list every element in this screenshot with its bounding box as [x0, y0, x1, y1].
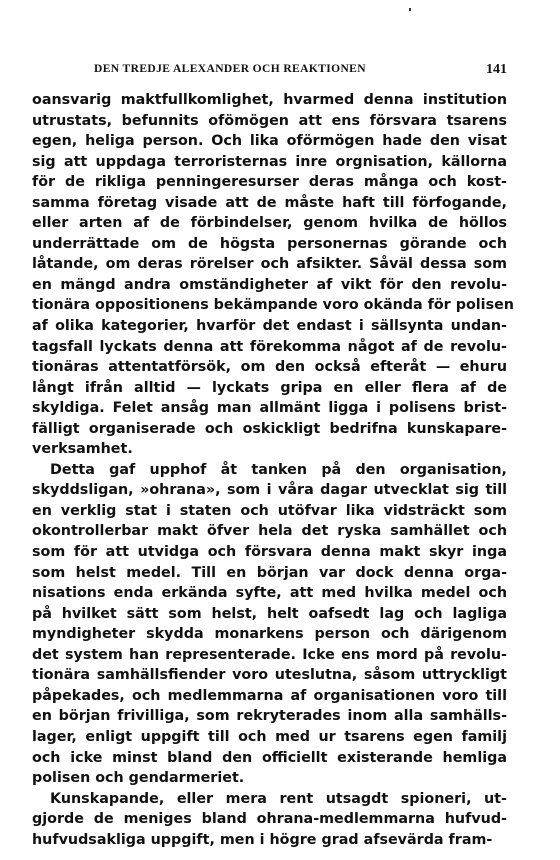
text-line: påpekades, och medlemmarna af organisationen voro till: [32, 687, 507, 704]
paragraph: [32, 789, 507, 851]
text-line: eller arten af de förbindelser, genom hvilka de höllos: [32, 215, 507, 232]
text-line: en verklig stat i staten och utöfvar lika vidsträckt som: [32, 502, 507, 519]
text-line: samma företag visade att de måste haft till förfogande,: [32, 194, 507, 211]
text-line: nisations enda erkända syfte, att med hvilka medel och: [32, 585, 507, 602]
paragraph: [32, 90, 514, 460]
text-line: utrustats, befunnits ofömögen att ens försvara tsarens: [32, 112, 507, 129]
text-line: oansvarig maktfullkomlighet, hvarmed denna institution: [32, 92, 507, 108]
text-line: för de rikliga penningeresurser deras många och kost-: [32, 174, 507, 191]
text-line: som helst medel. Till en början var dock denna orga-: [32, 564, 507, 581]
text-line: sig att uppdaga terroristernas inre orgnisation, källorna: [32, 153, 507, 170]
text-line: skyldiga. Felet ansåg man allmänt ligga i polisens brist-: [32, 400, 507, 417]
text-line: tagsfall lyckats denna att förekomma något af de revolu-: [32, 338, 507, 355]
text-line: fälligt organiserade och oskickligt bedrifna kunskapare-: [32, 420, 507, 437]
text-line: gjorde de meniges bland ohrana-medlemmarna hufvud-: [32, 811, 507, 828]
stray-ink-mark: [409, 8, 411, 11]
text-line: egen, heliga person. Och lika oförmögen hade den visat: [32, 133, 507, 150]
text-line: låtande, om deras rörelser och afsikter. Såväl dessa som: [32, 256, 507, 273]
text-line: som för att utvidga och försvara denna makt skyr inga: [32, 544, 507, 561]
text-line: verksamhet.: [32, 441, 133, 458]
text-line: långt ifrån alltid — lyckats gripa en eller flera af de: [32, 379, 507, 396]
text-line: myndigheter skydda monarkens person och därigenom: [32, 626, 507, 643]
text-line: en början frivilliga, som rekryterades inom alla samhälls-: [32, 708, 507, 725]
text-line: tionäras attentatförsök, om den också efteråt — ehuru: [32, 359, 507, 376]
body-text: [32, 90, 514, 850]
text-line: skyddsligan, »ohrana», som i våra dagar utvecklat sig till: [32, 482, 507, 499]
text-line: Kunskapande, eller mera rent utsagdt spioneri, ut-: [50, 790, 507, 807]
text-line: underrättade om de högsta personernas görande och: [32, 235, 507, 252]
text-line: en mängd andra omständigheter af vikt för den revolu-: [32, 276, 507, 293]
text-line: tionära oppositionens bekämpande voro okända för polisen: [32, 297, 514, 314]
text-line: tionära samhällsfiender voro uteslutna, såsom uttryckligt: [32, 667, 507, 684]
text-line: okontrollerbar makt öfver hela det ryska samhället och: [32, 523, 507, 540]
text-line: och icke minst bland den officiellt existerande hemliga: [32, 749, 507, 766]
page-number: 141: [486, 62, 507, 77]
text-line: på hvilket sätt som helst, helt oafsedt lag och lagliga: [32, 605, 507, 622]
text-line: polisen och gendarmeriet.: [32, 770, 245, 787]
page-header: [32, 63, 507, 81]
running-head: DEN TREDJE ALEXANDER OCH REAKTIONEN: [94, 63, 366, 75]
text-line: hufvudsakliga uppgift, men i högre grad afsevärda fram-: [32, 831, 493, 848]
text-line: af olika kategorier, hvarför det endast i sällsynta undan-: [32, 318, 507, 335]
text-line: det system han representerade. Icke ens mord på revolu-: [32, 646, 507, 663]
text-line: lager, enligt uppgift till och med ur tsarens egen familj: [32, 728, 507, 745]
paragraph: [32, 460, 507, 789]
text-line: Detta gaf upphof åt tanken på den organisation,: [50, 461, 507, 478]
